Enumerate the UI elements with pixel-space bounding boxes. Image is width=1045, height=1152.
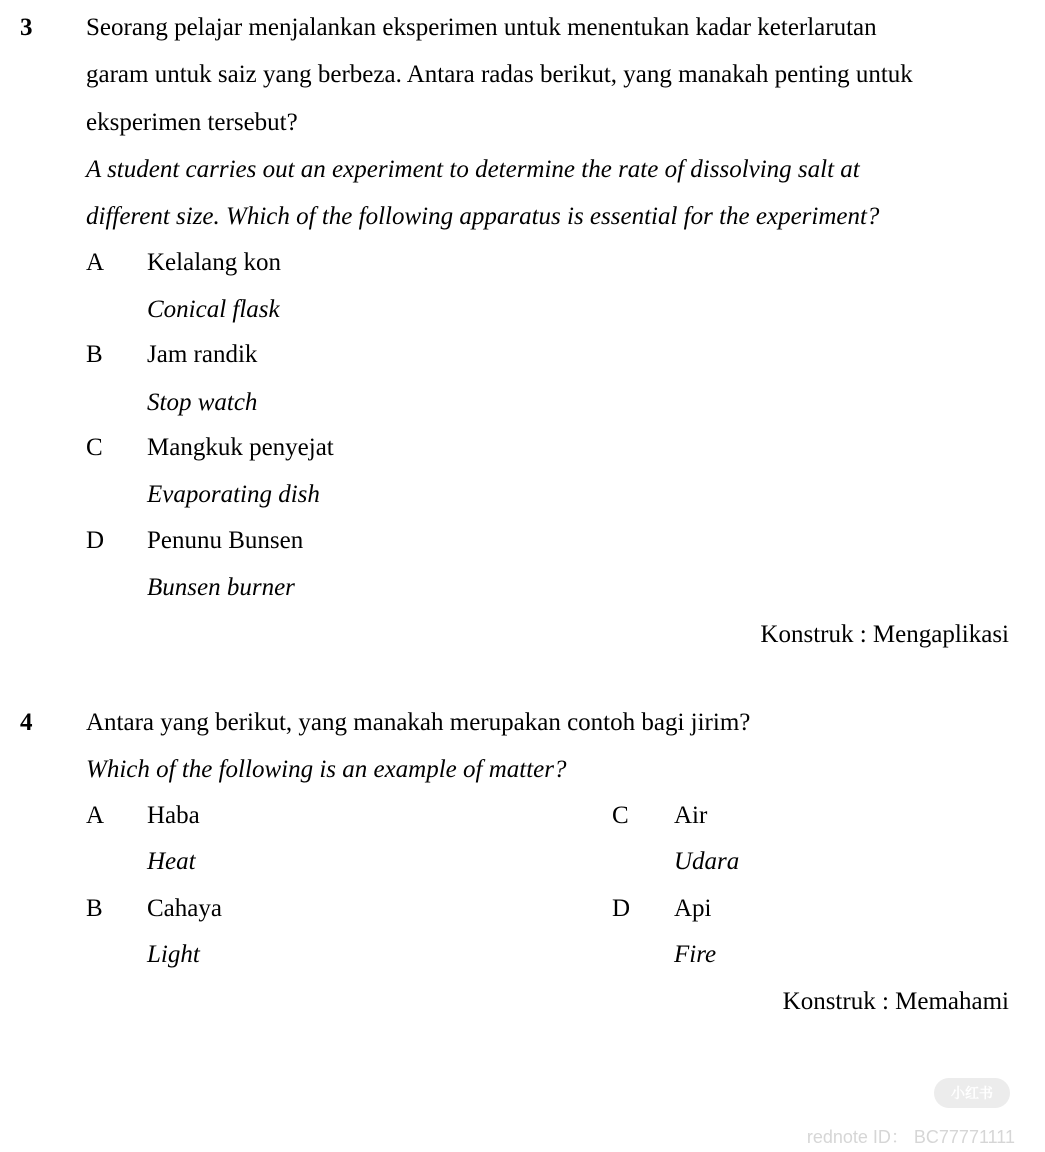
q4-option-b-malay: Cahaya	[147, 895, 222, 922]
question-3-number: 3	[20, 14, 33, 41]
q4-option-a-english: Heat	[147, 848, 196, 875]
question-3-english-line-2: different size. Which of the following apparatus is essential for the experiment?	[86, 203, 880, 230]
q3-option-d-english: Bunsen burner	[147, 574, 295, 601]
q3-option-b-english: Stop watch	[147, 389, 258, 416]
q4-option-c-english: Udara	[674, 848, 740, 875]
question-3-english-line-1: A student carries out an experiment to determine the rate of dissolving salt at	[86, 156, 860, 183]
q4-option-d-malay: Api	[674, 895, 712, 922]
q3-option-c-letter: C	[86, 434, 103, 461]
q3-option-c-malay: Mangkuk penyejat	[147, 434, 334, 461]
q4-option-d-letter: D	[612, 895, 631, 922]
q3-option-d-letter: D	[86, 527, 105, 554]
q4-option-a-malay: Haba	[147, 802, 200, 829]
q3-option-d-malay: Penunu Bunsen	[147, 527, 304, 554]
question-4-number: 4	[20, 709, 33, 736]
question-3-malay-line-2: garam untuk saiz yang berbeza. Antara radas berikut, yang manakah penting untuk	[86, 61, 913, 88]
question-3-construct: Konstruk : Mengaplikasi	[760, 621, 1009, 648]
q3-option-c-english: Evaporating dish	[147, 481, 320, 508]
q3-option-a-english: Conical flask	[147, 296, 280, 323]
question-4-malay: Antara yang berikut, yang manakah merupakan contoh bagi jirim?	[86, 709, 751, 736]
q3-option-b-malay: Jam randik	[147, 341, 258, 368]
q4-option-c-malay: Air	[674, 802, 708, 829]
q3-option-a-malay: Kelalang kon	[147, 249, 281, 276]
q3-option-a-letter: A	[86, 249, 105, 276]
q4-option-c-letter: C	[612, 802, 629, 829]
rednote-logo: 小红书	[934, 1078, 1010, 1108]
rednote-watermark: rednote ID： BC77771111	[806, 1127, 1015, 1147]
q3-option-b-letter: B	[86, 341, 103, 368]
question-3-malay-line-3: eksperimen tersebut?	[86, 109, 298, 136]
q4-option-a-letter: A	[86, 802, 105, 829]
q4-option-d-english: Fire	[674, 941, 717, 968]
question-4-construct: Konstruk : Memahami	[782, 988, 1009, 1015]
question-3-malay-line-1: Seorang pelajar menjalankan eksperimen untuk menentukan kadar keterlarutan	[86, 14, 877, 41]
question-4-english: Which of the following is an example of matter?	[86, 756, 567, 783]
q4-option-b-english: Light	[147, 941, 200, 968]
q4-option-b-letter: B	[86, 895, 103, 922]
